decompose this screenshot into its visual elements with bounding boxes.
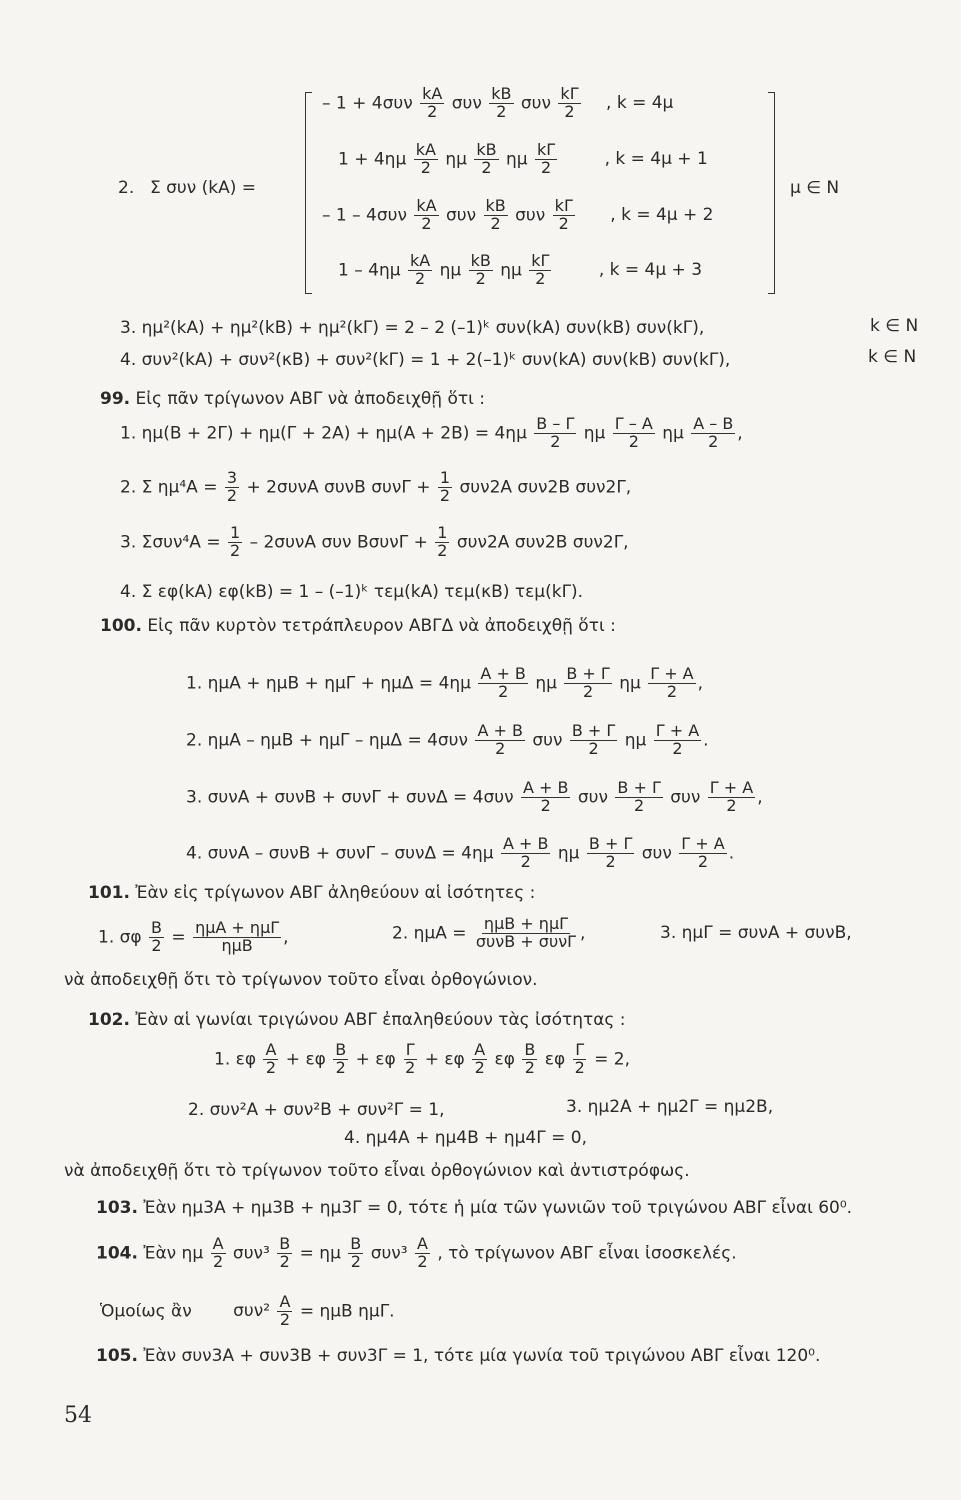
problem-102-condition-2: 2. συν²A + συν²B + συν²Γ = 1, — [188, 1100, 445, 1120]
piecewise-row: – 1 + 4συν $\frac{kA}{2}$ συν $\frac{kB}{2}$ συν $\frac{k\Gamma}{2}$ , k = 4μ — [322, 84, 674, 121]
page-number: 54 — [64, 1403, 92, 1428]
problem-102-condition-3: 3. ημ2A + ημ2Γ = ημ2B, — [566, 1097, 774, 1117]
item-2-lhs: Σ συν (kA) = — [150, 178, 257, 198]
problem-105: 105. Ἐὰν συν3A + συν3B + συν3Γ = 1, τότε μία γωνία τοῦ τριγώνου ΑΒΓ εἶναι 120⁰. — [96, 1346, 821, 1366]
problem-101-conclusion: νὰ ἀποδειχθῇ ὅτι τὸ τρίγωνον τοῦτο εἶναι ὀρθογώνιον. — [64, 970, 538, 990]
problem-101-condition-1: 1. σφ $\frac{B}{2}$ = $\frac{\text{ημA + ημΓ}}{\text{ημB}}$ , — [98, 918, 289, 955]
problem-100-line-1: 1. ημA + ημB + ημΓ + ημΔ = 4ημ $\frac{A + B}{2}$ ημ $\frac{B + \Gamma}{2}$ ημ $\frac{\Gamma + A}{2}$ , — [186, 664, 704, 701]
problem-99-line-1: 1. ημ(B + 2Γ) + ημ(Γ + 2A) + ημ(A + 2B) = 4ημ $\frac{B - \Gamma}{2}$ ημ $\frac{\Gamma - A}{2}$ ημ $\frac{A - B}{2}$ , — [120, 414, 743, 451]
problem-100: 100. Εἰς πᾶν κυρτὸν τετράπλευρον ΑΒΓΔ νὰ ἀποδειχθῇ ὅτι : — [100, 616, 616, 636]
problem-102-condition-4: 4. ημ4A + ημ4B + ημ4Γ = 0, — [344, 1128, 587, 1148]
item-2-label: 2. — [118, 178, 135, 198]
problem-99-line-2: 2. Σ ημ⁴A = $\frac{3}{2}$ + 2συνA συνB συνΓ + $\frac{1}{2}$ συν2A συν2B συν2Γ, — [120, 468, 632, 505]
piecewise-row: 1 + 4ημ $\frac{kA}{2}$ ημ $\frac{kB}{2}$ ημ $\frac{k\Gamma}{2}$ , k = 4μ + 1 — [338, 140, 708, 177]
problem-103: 103. Ἐὰν ημ3A + ημ3B + ημ3Γ = 0, τότε ἡ μία τῶν γωνιῶν τοῦ τριγώνου ΑΒΓ εἶναι 60⁰. — [96, 1198, 853, 1218]
problem-102-conclusion: νὰ ἀποδειχθῇ ὅτι τὸ τρίγωνον τοῦτο εἶναι ὀρθογώνιον καὶ ἀντιστρόφως. — [64, 1161, 690, 1181]
problem-101-condition-2: 2. ημA = $\frac{\text{ημB + ημΓ}}{\text{συνB + συνΓ}}$ , — [392, 914, 586, 951]
problem-99-line-4: 4. Σ εφ(kA) εφ(kB) = 1 – (–1)ᵏ τεμ(kA) τεμ(κB) τεμ(kΓ). — [120, 582, 584, 602]
item-4: 4. συν²(kA) + συν²(κB) + συν²(kΓ) = 1 + 2(–1)ᵏ συν(kA) συν(kB) συν(kΓ), — [120, 350, 731, 370]
item-2-side-condition: μ ∈ N — [790, 178, 840, 198]
problem-101: 101. Ἐὰν εἰς τρίγωνον ΑΒΓ ἀληθεύουν αἱ ἰσότητες : — [88, 883, 536, 903]
problem-99: 99. Εἰς πᾶν τρίγωνον ΑΒΓ νὰ ἀποδειχθῇ ὅτι : — [100, 389, 485, 409]
item-3-condition: k ∈ N — [870, 316, 919, 336]
piecewise-row: 1 – 4ημ $\frac{kA}{2}$ ημ $\frac{kB}{2}$ ημ $\frac{k\Gamma}{2}$ , k = 4μ + 3 — [338, 251, 703, 288]
problem-101-condition-3: 3. ημΓ = συνA + συνB, — [660, 923, 852, 943]
problem-104: 104. Ἐὰν ημ $\frac{A}{2}$ συν³ $\frac{B}{2}$ = ημ $\frac{B}{2}$ συν³ $\frac{A}{2}$ , τὸ τρίγωνον ΑΒΓ εἶναι ἰσοσκελές. — [96, 1234, 737, 1271]
item-4-condition: k ∈ N — [868, 347, 917, 367]
problem-102: 102. Ἐὰν αἱ γωνίαι τριγώνου ΑΒΓ ἐπαληθεύουν τὰς ἰσότητας : — [88, 1010, 626, 1030]
piecewise-row: – 1 – 4συν $\frac{kA}{2}$ συν $\frac{kB}{2}$ συν $\frac{k\Gamma}{2}$ , k = 4μ + 2 — [322, 196, 714, 233]
left-bracket — [305, 92, 312, 294]
right-bracket — [768, 92, 775, 294]
problem-99-line-3: 3. Σσυν⁴A = $\frac{1}{2}$ – 2συνA συν BσυνΓ + $\frac{1}{2}$ συν2A συν2B συν2Γ, — [120, 523, 629, 560]
problem-100-line-2: 2. ημA – ημB + ημΓ – ημΔ = 4συν $\frac{A + B}{2}$ συν $\frac{B + \Gamma}{2}$ ημ $\frac{\Gamma + A}{2}$ . — [186, 721, 709, 758]
problem-100-line-3: 3. συνA + συνB + συνΓ + συνΔ = 4συν $\frac{A + B}{2}$ συν $\frac{B + \Gamma}{2}$ συν $\frac{\Gamma + A}{2}$ , — [186, 778, 763, 815]
problem-102-condition-1: 1. εφ $\frac{A}{2}$ + εφ $\frac{B}{2}$ + εφ $\frac{\Gamma}{2}$ + εφ $\frac{A}{2}$ εφ $\frac{B}{2}$ εφ $\frac{\Gamma}{2}$ = 2, — [214, 1040, 631, 1077]
similarly-line: Ὁμοίως ἂν συν² $\frac{A}{2}$ = ημB ημΓ. — [100, 1292, 395, 1329]
item-3: 3. ημ²(kA) + ημ²(kB) + ημ²(kΓ) = 2 – 2 (–1)ᵏ συν(kA) συν(kB) συν(kΓ), — [120, 318, 705, 338]
problem-100-line-4: 4. συνA – συνB + συνΓ – συνΔ = 4ημ $\frac{A + B}{2}$ ημ $\frac{B + \Gamma}{2}$ συν $\frac{\Gamma + A}{2}$ . — [186, 834, 735, 871]
